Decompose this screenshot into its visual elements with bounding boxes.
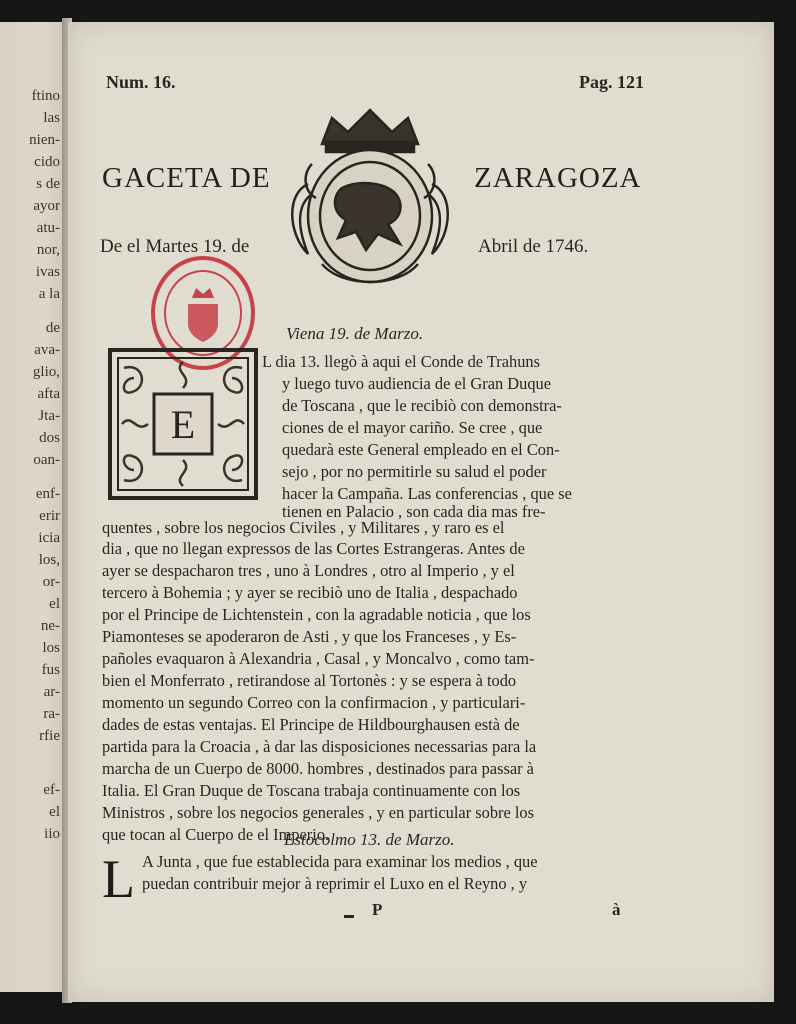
article-dateline: Viena 19. de Marzo.	[286, 324, 424, 343]
signature-mark: P	[372, 900, 383, 919]
left-fragment: ra-	[43, 706, 60, 722]
article-line: que tocan al Cuerpo de el Imperio.	[102, 825, 330, 844]
left-fragment: nien-	[29, 132, 60, 148]
article-line: sejo , por no permitirle su salud el poder	[282, 462, 547, 481]
left-fragment: iio	[44, 826, 60, 842]
left-fragment: cido	[34, 154, 60, 170]
left-fragment: ar-	[43, 684, 60, 700]
left-fragment: dos	[39, 430, 60, 446]
article-line: Ministros , sobre los negocios generales , y en particular sobre los	[102, 803, 534, 822]
masthead-title-left: GACETA DE	[102, 162, 271, 194]
article-line: tienen en Palacio , son cada dia mas fre-	[282, 502, 546, 521]
article-line: quedarà este General empleado en el Con-	[282, 440, 560, 459]
left-fragment: ava-	[34, 342, 60, 358]
page-number: Pag. 121	[579, 72, 644, 92]
article-line: por el Principe de Lichtenstein , con la agradable noticia , que los	[102, 605, 531, 624]
left-fragment: a la	[38, 286, 60, 302]
article-line: quentes , sobre los negocios Civiles , y Militares , y raro es el	[102, 518, 505, 537]
article-line: A Junta , que fue establecida para examinar los medios , que	[142, 852, 538, 871]
article-dateline: Estocolmo 13. de Marzo.	[284, 830, 455, 849]
left-fragment: oan-	[33, 452, 60, 468]
page-ornament-dash	[344, 915, 354, 918]
left-fragment: los	[42, 640, 60, 656]
masthead-title-right: ZARAGOZA	[474, 162, 642, 194]
left-fragment: nor,	[36, 242, 60, 258]
left-fragment: atu-	[36, 220, 60, 236]
article-line: momento un segundo Correo con la confirmacion , y particulari-	[102, 693, 526, 712]
issue-number: Num. 16.	[106, 72, 176, 92]
article-drop-cap: L	[102, 849, 135, 909]
left-fragment: Jta-	[38, 408, 60, 424]
article-line: L dia 13. llegò à aqui el Conde de Trahuns	[262, 352, 540, 371]
article-line: partida para la Croacia , à dar las disposiciones necessarias para la	[102, 737, 537, 756]
left-fragment: de	[45, 320, 60, 336]
article-drop-cap: E	[170, 401, 196, 447]
left-fragment: glio,	[32, 364, 60, 380]
article-line: pañoles evaquaron à Alexandria , Casal , y Moncalvo , como tam-	[102, 649, 535, 668]
catchword: à	[612, 900, 621, 919]
article-line: tercero à Bohemia ; y ayer se recibiò uno de Italia , despachado	[102, 583, 518, 602]
article-line: dia , que no llegan expressos de las Cortes Estrangeras. Antes de	[102, 539, 525, 558]
zaragoza-coat-of-arms-icon	[282, 104, 458, 290]
left-fragment: el	[49, 804, 60, 820]
left-fragment: erir	[39, 508, 60, 524]
article-line: hacer la Campaña. Las conferencias , que se	[282, 484, 572, 503]
article-line: y luego tuvo audiencia de el Gran Duque	[282, 374, 551, 393]
article-line: ciones de el mayor cariño. Se cree , que	[282, 418, 543, 437]
article-line: marcha de un Cuerpo de 8000. hombres , destinados para passar à	[102, 759, 534, 778]
left-fragment: rfie	[39, 728, 60, 744]
article-line: bien el Monferrato , retirandose al Tortonès : y se espera à todo	[102, 671, 517, 690]
left-fragment: ne-	[40, 618, 60, 634]
left-fragment: ayor	[33, 198, 60, 214]
left-fragment: ef-	[43, 782, 60, 798]
issue-date-left: De el Martes 19. de	[100, 236, 250, 257]
left-fragment: los,	[38, 552, 60, 568]
left-fragment: fus	[41, 662, 60, 678]
article-line: ayer se despacharon tres , uno à Londres , otro al Imperio , y el	[102, 561, 515, 580]
article-line: Piamonteses se apoderaron de Asti , y que los Franceses , y Es-	[102, 627, 517, 646]
left-fragment: icia	[38, 530, 60, 546]
left-fragment: afta	[37, 386, 60, 402]
left-facing-page	[0, 22, 64, 992]
left-fragment: enf-	[35, 486, 60, 502]
gazette-page	[68, 22, 774, 1002]
article-line: de Toscana , que le recibiò con demonstra-	[282, 396, 562, 415]
article-line: puedan contribuir mejor à reprimir el Luxo en el Reyno , y	[142, 874, 528, 893]
left-fragment: or-	[42, 574, 60, 590]
left-fragment: ftino	[31, 88, 60, 104]
left-fragment: el	[49, 596, 60, 612]
issue-date-right: Abril de 1746.	[478, 236, 589, 257]
article-line: Italia. El Gran Duque de Toscana trabaja continuamente con los	[102, 781, 521, 800]
left-fragment: s de	[36, 176, 60, 192]
left-fragment: las	[43, 110, 60, 126]
article-line: dades de estas ventajas. El Principe de Hildbourghausen està de	[102, 715, 520, 734]
left-fragment: ivas	[35, 264, 60, 280]
